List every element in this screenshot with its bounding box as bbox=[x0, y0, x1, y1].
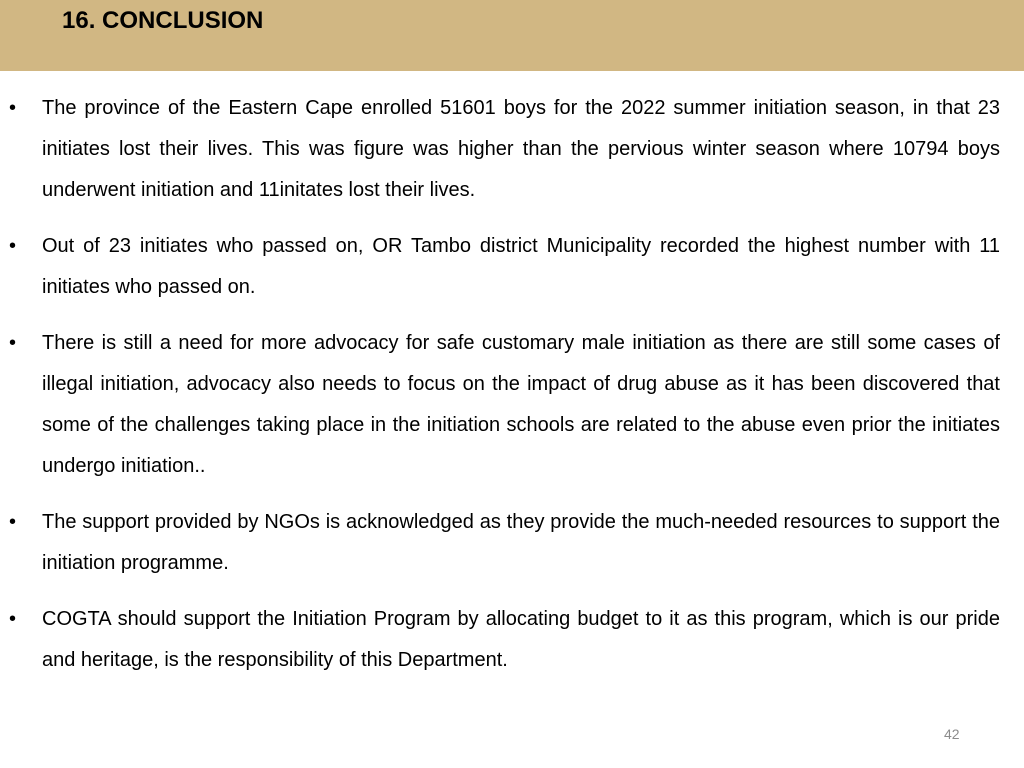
bullet-point-icon: • bbox=[9, 97, 17, 119]
bullet-item bbox=[0, 599, 1024, 681]
bullet-text: The province of the Eastern Cape enrolled 51601 boys for the 2022 summer initiation season, in that 23 initiates lost their lives. This was figure was higher than the pervious winter season where 10794 boys underwent initiation and 11initates lost their lives. bbox=[42, 97, 1000, 201]
bullet-item bbox=[0, 88, 1024, 211]
bullet-text: COGTA should support the Initiation Program by allocating budget to it as this program, which is our pride and heritage, is the responsibility of this Department. bbox=[42, 608, 1000, 671]
bullet-point-icon: • bbox=[9, 332, 17, 354]
bullet-item bbox=[0, 502, 1024, 584]
bullet-point-icon: • bbox=[9, 235, 17, 257]
bullet-item bbox=[0, 323, 1024, 487]
bullet-list bbox=[0, 88, 1024, 696]
bullet-point-icon: • bbox=[9, 511, 17, 533]
bullet-text: The support provided by NGOs is acknowledged as they provide the much-needed resources to support the initiation programme. bbox=[42, 511, 1000, 574]
bullet-text: Out of 23 initiates who passed on, OR Tambo district Municipality recorded the highest number with 11 initiates who passed on. bbox=[42, 235, 1000, 298]
bullet-item bbox=[0, 226, 1024, 308]
page-number: 42 bbox=[944, 726, 960, 742]
bullet-point-icon: • bbox=[9, 608, 17, 630]
bullet-text: There is still a need for more advocacy for safe customary male initiation as there are still some cases of illegal initiation, advocacy also needs to focus on the impact of drug abuse as it has been discovered that some of the challenges taking place in the initiation schools are related to the abuse even prior the initiates undergo initiation.. bbox=[42, 332, 1000, 477]
slide-title: 16. CONCLUSION bbox=[62, 7, 264, 34]
